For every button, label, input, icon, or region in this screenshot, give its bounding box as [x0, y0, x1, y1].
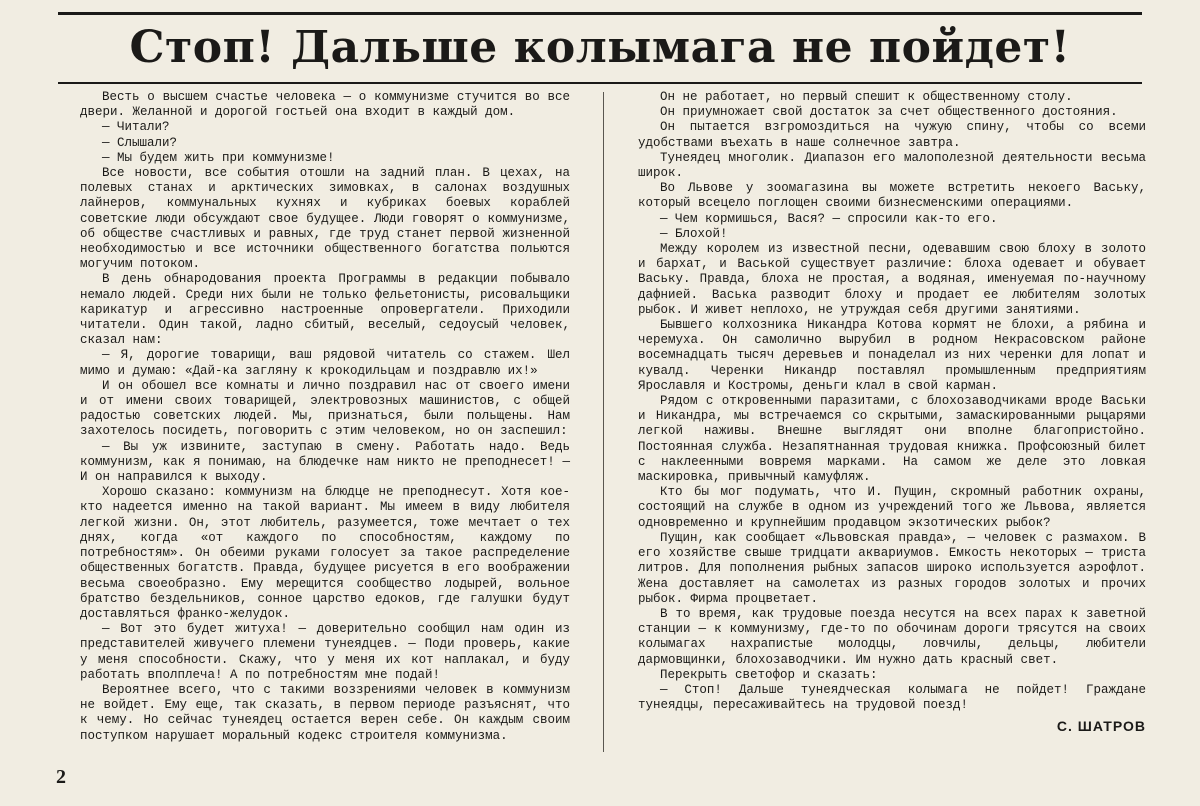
article-paragraph: Во Львове у зоомагазина вы можете встретить некоего Ваську, который всецело поглощен своими бизнесменскими операциями. [638, 181, 1146, 211]
article-paragraph: Вероятнее всего, что с такими воззрениями человек в коммунизм не войдет. Ему еще, так сказать, в первом периоде разъяснят, что к чему. Но сейчас тунеядец остается верен себе. Он каждым своим поступком нарушает моральный кодекс строителя коммунизма. [80, 682, 570, 743]
article-paragraph: — Вы уж извините, заступаю в смену. Работать надо. Ведь коммунизм, как я понимаю, на блюдечке нам никто не преподнесет! — И он направился к выходу. [80, 439, 570, 485]
article-paragraph: Перекрыть светофор и сказать: [660, 667, 878, 682]
article-paragraph: В день обнародования проекта Программы в редакции побывало немало людей. Среди них были не только фельетонисты, рисовальщики карикатур и агрессивно настроенные опровергатели. Приходили читатели. Один такой, ладно сбитый, веселый, седоусый человек, сказал нам: [80, 272, 570, 348]
article-paragraph: Он пытается взгромоздиться на чужую спину, чтобы со всеми удобствами въехать в наше солнечное завтра. [638, 120, 1146, 150]
article-paragraph: — Мы будем жить при коммунизме! [102, 150, 335, 165]
article-paragraph: Все новости, все события отошли на задний план. В цехах, на полевых станах и арктических зимовках, в салонах воздушных лайнеров, коммунальных кухнях и кубриках боевых кораблей советские люди обсуждают свое будущее. Люди говорят о коммунизме, об обществе счастливых и равных, где труд станет первой жизненной необходимостью и все источники общественного богатства польются могучим потоком. [80, 166, 570, 272]
article-paragraph: Хорошо сказано: коммунизм на блюдце не преподнесут. Хотя кое-кто надеется именно на такой вариант. Мы имеем в виду любителя легкой жизни. Он, этот любитель, разумеется, тоже мечтает о тех днях, когда «от каждого по способностям, каждому по потребностям». Он обеими руками голосует за такое распределение общественных богатств. Правда, будущее рисуется в его воображении весьма своеобразно. Ему мерещится сообщество лодырей, вольное братство бездельников, сонное царство едоков, где галушки будут доставляться франко-желудок. [80, 485, 570, 621]
article-paragraph: Весть о высшем счастье человека — о коммунизме стучится во все двери. Желанной и дорогой гостьей она входит в каждый дом. [80, 90, 570, 120]
headline-rule [58, 82, 1142, 84]
article-paragraph: Кто бы мог подумать, что И. Пущин, скромный работник охраны, состоящий на службе в одном из учреждений того же Львова, является одновременно и крупнейшим продавцом экзотических рыбок? [638, 485, 1146, 530]
article-paragraph: — Вот это будет житуха! — доверительно сообщил нам один из представителей живучего племени тунеядцев. — Поди проверь, какие у меня способности. Скажу, что у меня их кот наплакал, и буду работать вполплеча! А по потребностям мне подай! [80, 622, 570, 682]
article-headline: Стоп! Дальше колымага не пойдет! [129, 22, 1071, 73]
article-paragraph: Тунеядец многолик. Диапазон его малополезной деятельности весьма широк. [638, 150, 1146, 181]
author-signature: С. ШАТРОВ [1056, 718, 1146, 735]
article-paragraph: Между королем из известной песни, одевавшим свою блоху в золото и бархат, и Васькой существует различие: блоха одевает и обувает Ваську. Правда, блоха не простая, а водяная, именуемая по-научному дафнией. Васька разводит блоху и продает ее любителям золотых рыбок. И живет неплохо, не утруждая себя другими занятиями. [638, 242, 1146, 317]
article-paragraph: Он приумножает свой достаток за счет общественного достояния. [660, 105, 1118, 120]
article-paragraph: Пущин, как сообщает «Львовская правда», — человек с размахом. В его хозяйстве свыше тридцати аквариумов. Емкость некоторых — триста литров. Для пополнения рыбных запасов широко используется аэрофлот. Жена доставляет на самолетах из разных городов золотых и прочих рыбок. Фирма процветает. [638, 530, 1146, 606]
article-paragraph: Рядом с откровенными паразитами, с блохозаводчиками вроде Васьки и Никандра, мы встречаемся со скрытыми, замаскированными рыцарями легкой наживы. Внешне выглядят они вполне благопристойно. Постоянная служба. Незапятнанная трудовая книжка. Профсоюзный билет с наклеенными вовремя марками. На самом же деле это ловкая маскировка, привычный камуфляж. [638, 394, 1146, 485]
article-paragraph: — Стоп! Дальше тунеядческая колымага не пойдет! Граждане тунеядцы, пересаживайтесь на трудовой поезд! [638, 682, 1146, 713]
article-paragraph: Он не работает, но первый спешит к общественному столу. [660, 90, 1073, 104]
column-divider [603, 92, 604, 752]
article-paragraph: В то время, как трудовые поезда несутся на всех парах к заветной станции — к коммунизму, где-то по обочинам дороги трясутся на своих колымагах нахрапистые молодцы, ловчилы, дельцы, любители дармовщинки, блохозаводчики. Им нужно дать красный свет. [638, 606, 1146, 667]
article-paragraph: Бывшего колхозника Никандра Котова кормят не блохи, а рябина и черемуха. Он самолично вырубил в родном Некрасовском районе восемнадцать тысяч деревьев и понаделал из них черенки для лопат и кувалд. Черенки Никандр поставлял промышленным предприятиям Ярославля и Костромы, деньги клал в свой карман. [638, 318, 1146, 393]
article-paragraph: — Блохой! [660, 226, 728, 241]
article-column-left [80, 90, 570, 744]
article-paragraph: — Слышали? [102, 135, 178, 150]
article-paragraph: — Читали? [102, 120, 170, 135]
page-number: 2 [56, 766, 66, 788]
article-paragraph: — Чем кормишься, Вася? — спросили как-то его. [660, 211, 998, 226]
article-paragraph: — Я, дорогие товарищи, ваш рядовой читатель со стажем. Шел мимо и думаю: «Дай-ка загляну к крокодильцам и поздравлю их!» [80, 348, 570, 378]
article-paragraph: И он обошел все комнаты и лично поздравил нас от своего имени и от имени своих товарищей, электровозных машинистов, с общей радостью советских людей. Мы, признаться, были польщены. Нам захотелось посидеть, поговорить с этим человеком, но он заспешил: [80, 378, 570, 439]
article-column-right [638, 90, 1146, 735]
